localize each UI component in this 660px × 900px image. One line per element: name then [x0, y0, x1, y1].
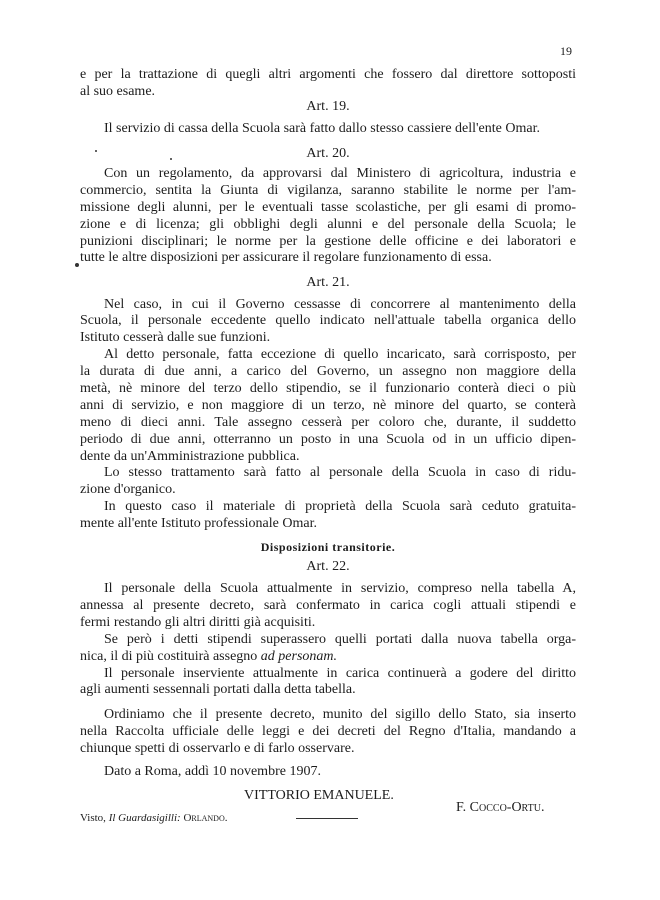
- minister-signature: F. Cocco-Ortu.: [456, 800, 545, 815]
- article-heading: Art. 22.: [306, 559, 350, 574]
- text-line: metà, nè minore del terzo dello stipendio, se il funzionario conterà dieci o più: [80, 381, 576, 396]
- text-line: tutte le altre disposizioni per assicurare il regolare funzionamento di essa.: [80, 250, 492, 265]
- text-line: Con un regolamento, da approvarsi dal Ministero di agricoltura, industria e: [104, 166, 576, 181]
- text-line: mente all'ente Istituto professionale Omar.: [80, 516, 317, 531]
- orlando-name: Orlando.: [183, 812, 228, 824]
- text-line: e per la trattazione di quegli altri argomenti che fossero dal direttore sottoposti: [80, 67, 576, 82]
- ink-speck: [75, 263, 79, 267]
- text-line: la durata di due anni, a carico del Governo, un assegno non maggiore della: [80, 364, 576, 379]
- article-heading: Art. 21.: [306, 275, 350, 290]
- text-line: meno di dieci anni. Tale assegno cesserà per coloro che, durante, il suddetto: [80, 415, 576, 430]
- text-line: Istituto cesserà dalle sue funzioni.: [80, 330, 271, 345]
- text-line: fermi restando gli altri diritti già acquisiti.: [80, 615, 316, 630]
- text-line: Il personale inserviente attualmente in carica continuerà a godere del diritto: [104, 666, 576, 681]
- text-line: nella Raccolta ufficiale delle leggi e dei decreti del Regno d'Italia, mandando a: [80, 724, 576, 739]
- text-line: anni di servizio, e non maggiore di un terzo, nè minore del quarto, se conterà: [80, 398, 576, 413]
- text-line: agli aumenti sessennali portati dalla detta tabella.: [80, 682, 356, 697]
- text-line: zione e di licenza; gli obblighi degli alunni e del personale della Scuola; le: [80, 217, 576, 232]
- text-line: [80, 648, 576, 665]
- text-line: chiunque spetti di osservarlo e di farlo osservare.: [80, 741, 355, 756]
- text-line: Il personale della Scuola attualmente in servizio, compreso nella tabella A,: [104, 581, 576, 596]
- text-line: Al detto personale, fatta eccezione di quello incaricato, sarà corrisposto, per: [104, 347, 576, 362]
- italic-phrase: ad personam.: [260, 649, 338, 664]
- ink-speck: [95, 150, 97, 152]
- text-line: periodo di due anni, otterranno un posto in una Scuola od in un ufficio dipen-: [80, 432, 576, 447]
- visto-label: Visto,: [80, 812, 106, 824]
- text-line: Scuola, il personale eccedente quello indicato nell'attuale tabella organica dello: [80, 313, 576, 328]
- text-line: missione degli alunni, per le eventuali tasse scolastiche, per gli esami di promo-: [80, 200, 576, 215]
- text-line: Lo stesso trattamento sarà fatto al personale della Scuola in caso di ridu-: [104, 465, 576, 480]
- text-line: Il servizio di cassa della Scuola sarà fatto dallo stesso cassiere dell'ente Omar.: [104, 121, 540, 136]
- date-line: Dato a Roma, addì 10 novembre 1907.: [104, 764, 321, 779]
- text-line: punizioni disciplinari; le norme per la gestione delle officine e dei laboratori e: [80, 234, 576, 249]
- king-signature: VITTORIO EMANUELE.: [244, 788, 394, 803]
- text-line: Se però i detti stipendi superassero quelli portati dalla nuova tabella orga-: [104, 632, 576, 647]
- page-number: 19: [560, 44, 572, 58]
- text-line: al suo esame.: [80, 84, 156, 99]
- article-heading: Art. 19.: [306, 99, 350, 114]
- text-segment: nica, il di più costituirà assegno: [80, 649, 258, 664]
- text-line: dente da un'Amministrazione pubblica.: [80, 449, 300, 464]
- text-line: commercio, sentita la Giunta di vigilanza, saranno stabilite le norme per l'am-: [80, 183, 576, 198]
- text-line: Ordiniamo che il presente decreto, munito del sigillo dello Stato, sia inserto: [104, 707, 576, 722]
- article-heading: Art. 20.: [306, 146, 350, 161]
- text-line: In questo caso il materiale di proprietà della Scuola sarà ceduto gratuita-: [104, 499, 576, 514]
- text-line: zione d'organico.: [80, 482, 176, 497]
- signature-rule: [296, 818, 358, 819]
- visto-line: [80, 810, 227, 827]
- text-line: Nel caso, in cui il Governo cessasse di concorrere al mantenimento della: [104, 297, 576, 312]
- ink-speck: [170, 158, 172, 160]
- text-line: annessa al presente decreto, sarà confermato in carica cogli attuali stipendi e: [80, 598, 576, 613]
- guardasigilli-label: Il Guardasigilli:: [108, 812, 181, 824]
- section-heading: Disposizioni transitorie.: [260, 540, 396, 554]
